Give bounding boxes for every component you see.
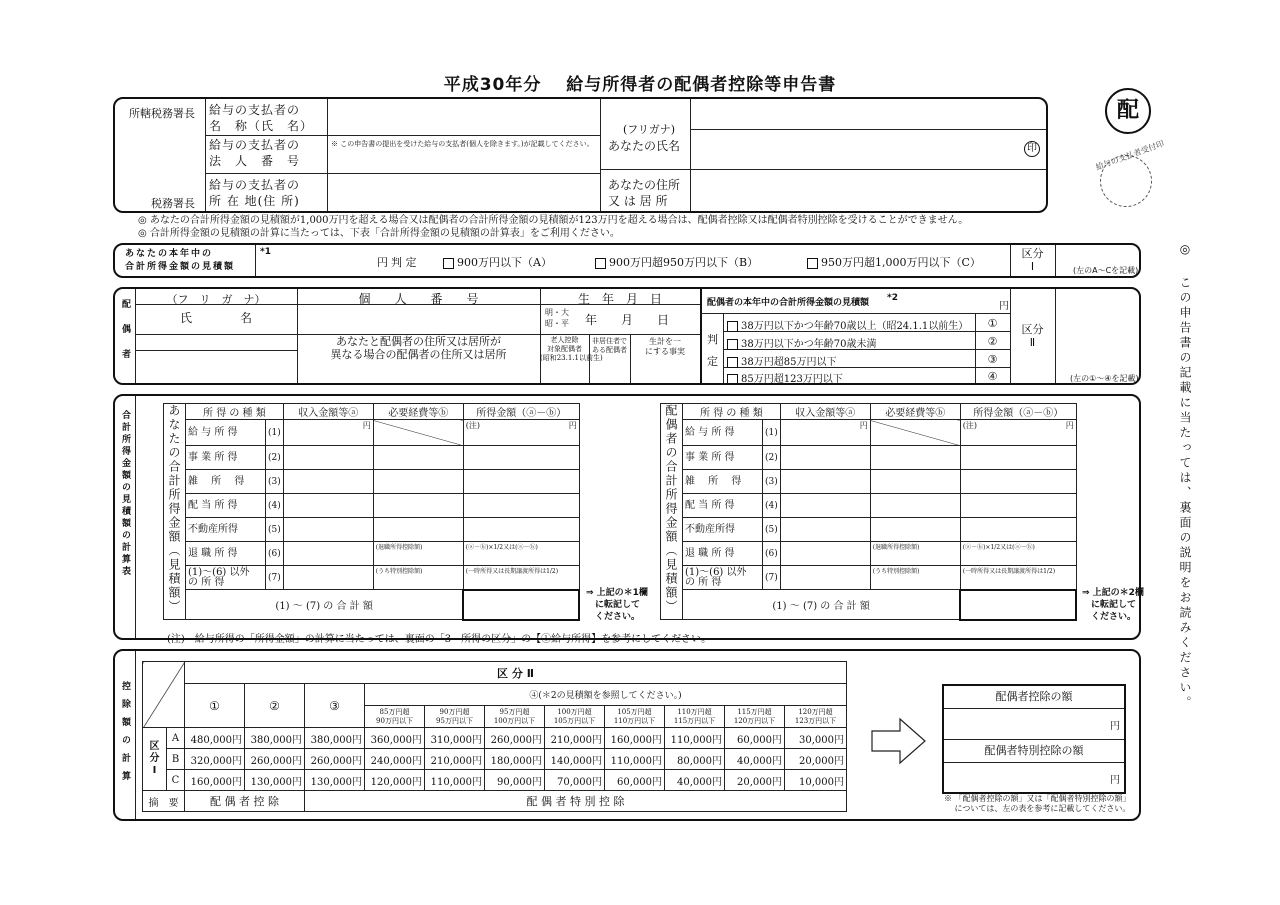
self-income-cell[interactable] [283, 446, 373, 470]
payer-address-field[interactable] [331, 177, 597, 207]
self-row-num: (5) [266, 518, 284, 542]
spouse-expense-cell[interactable] [870, 446, 960, 470]
self-income-cell[interactable] [283, 494, 373, 518]
self-income-cell[interactable] [283, 542, 373, 566]
sub-col-6: 110万円超 115万円以下 [665, 706, 725, 728]
self-expense-cell[interactable] [373, 470, 463, 494]
spouse-retire-note: (退職所得控除額) [872, 544, 920, 551]
deduction-value: 140,000円 [545, 749, 605, 770]
deduction-side-label: 控除額の計算 [120, 681, 130, 789]
spouse-row-1 [661, 420, 1077, 446]
deduction-grid [142, 661, 847, 812]
spouse-expense-cell[interactable] [870, 518, 960, 542]
self-header-3: 所得金額（ⓐ－ⓑ） [463, 404, 579, 420]
self-amount-cell[interactable] [463, 518, 579, 542]
result-box [942, 684, 1126, 794]
spouse-expense-cell[interactable] [870, 470, 960, 494]
opt-mark-3: ③ [987, 353, 998, 366]
spouse-opt-1-label: 38万円以下かつ年齢70歳以上（昭24.1.1以前生） [741, 321, 969, 332]
deduction-value: 380,000円 [245, 728, 305, 749]
spouse-special-label: 配 偶 者 特 別 控 除 [305, 791, 847, 812]
transfer-note-left: ⇒ 上記の＊1欄 に転記して ください。 [586, 588, 648, 622]
opt-mark-2: ② [987, 335, 998, 348]
spouse-row-label: 退 職 所 得 [683, 542, 763, 566]
spouse-row-num: (4) [763, 494, 781, 518]
spouse-income-cell[interactable] [780, 446, 870, 470]
tax-office-label: 所轄税務署長 [129, 107, 195, 120]
income-label: あなたの本年中の 合計所得金額の見積額 [125, 249, 236, 272]
deduction-value: 210,000円 [425, 749, 485, 770]
col4-header: ④(＊2の見積額を参照してください。) [365, 684, 847, 706]
top-notes [138, 214, 968, 240]
self-amount-cell[interactable] [463, 470, 579, 494]
spouse-opt-4[interactable] [727, 370, 843, 385]
self-retire-note: (退職所得控除額) [375, 544, 423, 551]
sub-col-1: 85万円超 90万円以下 [365, 706, 425, 728]
spouse-checkbox-3[interactable] [727, 357, 738, 368]
spouse-yen: 円 [859, 421, 868, 430]
spouse-row-num: (6) [763, 542, 781, 566]
deduction-value: 160,000円 [605, 728, 665, 749]
nonresident-label: 非居住者で ある配偶者 [592, 337, 627, 354]
option-b[interactable] [595, 254, 758, 270]
self-expense-cell[interactable] [373, 518, 463, 542]
self-header-type: 所 得 の 種 類 [186, 404, 284, 420]
deduction-table [142, 661, 847, 812]
self-expense-cell[interactable] [373, 566, 463, 590]
deduction-row-C [143, 770, 847, 791]
deduction-value: 80,000円 [665, 749, 725, 770]
self-total-label: (1) ～ (7) の 合 計 額 [186, 590, 464, 620]
era-label: 明・大 昭・平 [545, 308, 569, 328]
self-expense-cell[interactable] [373, 542, 463, 566]
self-row-label: 事 業 所 得 [186, 446, 266, 470]
spouse-row-num: (5) [763, 518, 781, 542]
col-mark-3: ③ [305, 684, 365, 728]
form-seal-icon: 配 [1105, 88, 1151, 134]
sub-col-7: 115万円超 120万円以下 [725, 706, 785, 728]
your-name-field[interactable] [695, 133, 1015, 163]
deduction-value: 310,000円 [425, 728, 485, 749]
sub-col-3: 95万円超 100万円以下 [485, 706, 545, 728]
sub-col-2: 90万円超 95万円以下 [425, 706, 485, 728]
calc-table-right [660, 403, 1077, 621]
self-header-1: 収入金額等ⓐ [283, 404, 373, 420]
deduction-value: 180,000円 [485, 749, 545, 770]
self-row-2 [164, 446, 580, 470]
self-row-num: (6) [266, 542, 284, 566]
deduction-value: 480,000円 [185, 728, 245, 749]
side-note: ◎ この申告書の記載に当たっては、裏面の説明をお読みください。 [1178, 242, 1192, 711]
self-retire-formula: (ⓐ－ⓑ)×1/2又は(ⓐ－ⓑ) [465, 544, 538, 551]
result1-label: 配偶者控除の額 [944, 686, 1124, 709]
spouse-opt-3-label: 38万円超85万円以下 [741, 357, 837, 368]
self-row-num: (7) [266, 566, 284, 590]
self-row-label: 雑 所 得 [186, 470, 266, 494]
spouse-other-formula: (一時所得又は長期譲渡所得は1/2) [962, 568, 1056, 575]
self-yen-2: 円 [568, 421, 577, 430]
arrow-right-icon [870, 716, 928, 766]
deduction-value: 110,000円 [605, 749, 665, 770]
col-mark-2: ② [245, 684, 305, 728]
self-row-label: 不動産所得 [186, 518, 266, 542]
spouse-amount-cell[interactable] [960, 494, 1076, 518]
deduction-row-B [143, 749, 847, 770]
receipt-stamp-label: 給与の支払者受付印 [1094, 138, 1166, 173]
deduction-value: 30,000円 [785, 728, 847, 749]
deduction-value: 260,000円 [245, 749, 305, 770]
spouse-row-num: (1) [763, 420, 781, 446]
spouse-opt-1[interactable] [727, 317, 968, 332]
spouse-income-mark: *2 [887, 293, 898, 303]
self-row-5 [164, 518, 580, 542]
spouse-opt-4-label: 85万円超123万円以下 [741, 374, 843, 385]
spouse-side-label: 配偶者 [120, 299, 130, 374]
checkbox-a[interactable] [443, 258, 454, 269]
sub-col-4: 100万円超 105万円以下 [545, 706, 605, 728]
self-row-1 [164, 420, 580, 446]
self-row-label: (1)～(6) 以外 の 所 得 [186, 566, 266, 590]
spouse-judge-label: 判 定 [707, 333, 718, 368]
deduction-value: 260,000円 [485, 728, 545, 749]
deduction-value: 60,000円 [605, 770, 665, 791]
result1-field[interactable] [944, 709, 1124, 740]
opt-mark-4: ④ [987, 370, 998, 383]
spouse-income-yen: 円 [999, 301, 1009, 312]
self-other-formula: (一時所得又は長期譲渡所得は1/2) [465, 568, 559, 575]
self-other-note: (うち特別控除額) [375, 568, 423, 575]
spouse-income-field[interactable] [900, 293, 995, 311]
birth-ymd: 年 月 日 [585, 313, 670, 327]
spouse-income-cell[interactable] [780, 470, 870, 494]
spouse-income-cell[interactable] [780, 518, 870, 542]
calc-table-left [163, 403, 580, 621]
spouse-row-6 [661, 542, 1077, 566]
spouse-income-cell[interactable] [780, 566, 870, 590]
spouse-opt-2[interactable] [727, 335, 876, 350]
spouse-name-label: 氏 名 [179, 311, 252, 325]
deduction-value: 320,000円 [185, 749, 245, 770]
deduction-row-A [143, 728, 847, 749]
spouse-header-type: 所 得 の 種 類 [683, 404, 781, 420]
row-key-A: A [167, 728, 185, 749]
income-mark: *1 [260, 247, 271, 257]
income-judge: 判 定 [391, 256, 417, 269]
self-header-2: 必要経費等ⓑ [373, 404, 463, 420]
self-row-label: 給 与 所 得 [186, 420, 266, 446]
self-note-chu: (注) [465, 421, 480, 430]
deduction-value: 160,000円 [185, 770, 245, 791]
spouse-checkbox-1[interactable] [727, 321, 738, 332]
result2-yen: 円 [1110, 775, 1120, 786]
spouse-income-table [660, 403, 1077, 621]
self-row-num: (2) [266, 446, 284, 470]
payer-number-field[interactable] [331, 155, 597, 171]
self-row-4 [164, 494, 580, 518]
spouse-row-label: (1)～(6) 以外 の 所 得 [683, 566, 763, 590]
spouse-amount-cell[interactable] [960, 566, 1076, 590]
summary-label: 摘 要 [143, 791, 185, 812]
self-amount-cell[interactable] [463, 420, 579, 446]
option-a-label: 900万円以下（A） [457, 256, 552, 269]
deduction-value: 110,000円 [665, 728, 725, 749]
deduction-value: 40,000円 [665, 770, 725, 791]
same-living-label: 生計を一 にする事実 [645, 337, 685, 356]
option-a[interactable] [443, 254, 552, 270]
row-key-C: C [167, 770, 185, 791]
kubun2-header: 区 分 Ⅱ [185, 662, 847, 684]
spouse-expense-cell[interactable] [870, 542, 960, 566]
spouse-row-3 [661, 470, 1077, 494]
your-name-label: あなたの氏名 [608, 139, 681, 153]
spouse-checkbox-4[interactable] [727, 374, 738, 385]
spouse-row-4 [661, 494, 1077, 518]
payer-name-field[interactable] [331, 117, 597, 133]
option-b-label: 900万円超950万円以下（B） [609, 256, 759, 269]
deduction-value: 360,000円 [365, 728, 425, 749]
spouse-amount-cell[interactable] [960, 542, 1076, 566]
spouse-row-5 [661, 518, 1077, 542]
kubun2-hint: (左の①～④を記載) [1070, 374, 1139, 383]
self-yen: 円 [362, 421, 371, 430]
spouse-row-2 [661, 446, 1077, 470]
self-row-7 [164, 566, 580, 590]
self-expense-cell[interactable] [373, 446, 463, 470]
spouse-expense-cell[interactable] [870, 566, 960, 590]
spouse-row-label: 雑 所 得 [683, 470, 763, 494]
tax-office-bottom-label: 税務署長 [151, 197, 195, 210]
spouse-other-note: (うち特別控除額) [872, 568, 920, 575]
spouse-row-label: 事 業 所 得 [683, 446, 763, 470]
deduction-value: 210,000円 [545, 728, 605, 749]
kubun1-vertical: 区 分 Ⅰ [143, 728, 167, 791]
deduction-value: 110,000円 [425, 770, 485, 791]
your-address-label: あなたの住所 又 は 居 所 [608, 178, 681, 208]
spouse-row-7 [661, 566, 1077, 590]
result2-field[interactable] [944, 763, 1124, 792]
furigana-label: (フリガナ) [623, 123, 676, 136]
spouse-deduction-label: 配 偶 者 控 除 [185, 791, 305, 812]
spouse-retire-formula: (ⓐ－ⓑ)×1/2又は(ⓐ－ⓑ) [962, 544, 1035, 551]
self-amount-cell[interactable] [463, 566, 579, 590]
spouse-total-cell[interactable] [960, 590, 1076, 620]
self-total-cell[interactable] [463, 590, 579, 620]
income-yen: 円 [377, 256, 388, 269]
spouse-income-cell[interactable] [780, 494, 870, 518]
self-row-num: (3) [266, 470, 284, 494]
self-expense-cell[interactable] [373, 494, 463, 518]
spouse-amount-cell[interactable] [960, 420, 1076, 446]
spouse-furigana-label: （フ リ ガ ナ） [166, 293, 266, 306]
sub-col-5: 105万円超 110万円以下 [605, 706, 665, 728]
spouse-row-num: (3) [763, 470, 781, 494]
self-income-table [163, 403, 580, 621]
deduction-value: 380,000円 [305, 728, 365, 749]
self-row-num: (1) [266, 420, 284, 446]
payer-name-label: 給与の支払者の 名 称（氏 名） [209, 103, 314, 133]
self-row-label: 退 職 所 得 [186, 542, 266, 566]
spouse-row-num: (2) [763, 446, 781, 470]
spouse-amount-cell[interactable] [960, 470, 1076, 494]
deduction-value: 90,000円 [485, 770, 545, 791]
deduction-value: 20,000円 [785, 749, 847, 770]
deduction-value: 40,000円 [725, 749, 785, 770]
opt-mark-1: ① [987, 317, 998, 330]
spouse-amount-cell[interactable] [960, 446, 1076, 470]
result1-yen: 円 [1110, 721, 1120, 732]
spouse-opt-3[interactable] [727, 353, 836, 368]
checkbox-c[interactable] [807, 258, 818, 269]
furigana-field[interactable] [695, 103, 1035, 125]
spouse-header-3: 所得金額（ⓐ－ⓑ） [960, 404, 1076, 420]
kubun2-label: 区分 Ⅱ [1021, 323, 1044, 349]
deduction-value: 260,000円 [305, 749, 365, 770]
deduction-value: 70,000円 [545, 770, 605, 791]
spouse-row-label: 給 与 所 得 [683, 420, 763, 446]
mynumber-label: 個 人 番 号 [358, 292, 479, 306]
your-address-field[interactable] [695, 175, 1035, 207]
result-note: ※ 「配偶者控除の額」又は「配偶者特別控除の額」 については、左の表を参考に記載してください。 [944, 794, 1131, 813]
self-vertical-label: あなたの合計所得金額（見積額） [164, 404, 186, 620]
address-note: あなたと配偶者の住所又は居所が 異なる場合の配偶者の住所又は居所 [330, 335, 507, 361]
self-row-num: (4) [266, 494, 284, 518]
row-key-B: B [167, 749, 185, 770]
deduction-value: 60,000円 [725, 728, 785, 749]
self-income-cell[interactable] [283, 470, 373, 494]
spouse-yen-2: 円 [1065, 421, 1074, 430]
income-amount-field[interactable] [275, 249, 375, 271]
checkbox-b[interactable] [595, 258, 606, 269]
transfer-note-right: ⇒ 上記の＊2欄 に転記して ください。 [1082, 588, 1144, 622]
header-section [113, 97, 1048, 213]
spouse-row-label: 配 当 所 得 [683, 494, 763, 518]
spouse-row-num: (7) [763, 566, 781, 590]
deduction-value: 10,000円 [785, 770, 847, 791]
spouse-income-cell[interactable] [780, 420, 870, 446]
elderly-label: 老人控除 対象配偶者 (昭和23.1.1以前生) [540, 336, 603, 362]
option-c[interactable] [807, 254, 981, 270]
self-income-cell[interactable] [283, 420, 373, 446]
deduction-value: 130,000円 [305, 770, 365, 791]
spouse-checkbox-2[interactable] [727, 339, 738, 350]
corner-cell [143, 662, 185, 728]
result2-label: 配偶者特別控除の額 [944, 740, 1124, 763]
form-title: 平成30年分 給与所得者の配偶者控除等申告書 [443, 75, 837, 95]
col-mark-1: ① [185, 684, 245, 728]
birth-label: 生 年 月 日 [577, 292, 662, 306]
deduction-value: 240,000円 [365, 749, 425, 770]
self-row-3 [164, 470, 580, 494]
kubun1-label: 区分 Ⅰ [1021, 247, 1044, 273]
deduction-value: 20,000円 [725, 770, 785, 791]
spouse-note-chu: (注) [962, 421, 977, 430]
spouse-vertical-label: 配偶者の合計所得金額（見積額） [661, 404, 683, 620]
spouse-row-label: 不動産所得 [683, 518, 763, 542]
spouse-income-cell[interactable] [780, 542, 870, 566]
income-row [113, 243, 1141, 278]
spouse-expense-cell[interactable] [870, 420, 960, 446]
seal-mark-icon: 印 [1024, 141, 1040, 157]
payer-address-label: 給与の支払者の 所 在 地(住 所) [209, 178, 301, 208]
self-row-label: 配 当 所 得 [186, 494, 266, 518]
spouse-total-label: (1) ～ (7) の 合 計 額 [683, 590, 961, 620]
payer-number-label: 給与の支払者の 法 人 番 号 [209, 138, 301, 168]
sub-col-8: 120万円超 123万円以下 [785, 706, 847, 728]
kubun1-hint: (左のA～Cを記載) [1073, 266, 1139, 275]
deduction-value: 120,000円 [365, 770, 425, 791]
spouse-header-1: 収入金額等ⓐ [780, 404, 870, 420]
spouse-header-2: 必要経費等ⓑ [870, 404, 960, 420]
self-expense-cell[interactable] [373, 420, 463, 446]
self-amount-cell[interactable] [463, 446, 579, 470]
note-1: ◎ あなたの合計所得金額の見積額が1,000万円を超える場合又は配偶者の合計所得金額の見積額が123万円を超える場合は、配偶者控除又は配偶者特別控除を受けることができません。 [138, 215, 969, 226]
payer-number-note: ※ この申告書の提出を受けた給与の支払者(個人を除きます。)が記載してください。 [331, 140, 594, 148]
spouse-income-title: 配偶者の本年中の合計所得金額の見積額 [707, 298, 870, 308]
note-2: ◎ 合計所得金額の見積額の計算に当たっては、下表「合計所得金額の見積額の計算表」をご利用ください。 [138, 228, 620, 239]
option-c-label: 950万円超1,000万円以下（C） [821, 256, 981, 269]
spouse-section [113, 287, 1141, 385]
self-amount-cell[interactable] [463, 542, 579, 566]
self-income-cell[interactable] [283, 518, 373, 542]
spouse-amount-cell[interactable] [960, 518, 1076, 542]
spouse-opt-2-label: 38万円以下かつ年齢70歳未満 [741, 339, 877, 350]
calc-footnote: (注) 給与所得の「所得金額」の計算に当たっては、裏面の「3 所得の区分」の【①給与所得】を参考にしてください。 [167, 634, 712, 645]
deduction-value: 130,000円 [245, 770, 305, 791]
self-amount-cell[interactable] [463, 494, 579, 518]
mynumber-field[interactable] [305, 311, 533, 331]
self-row-6 [164, 542, 580, 566]
spouse-expense-cell[interactable] [870, 494, 960, 518]
self-income-cell[interactable] [283, 566, 373, 590]
calc-side-label: 合計所得金額の見積額の計算表 [120, 410, 130, 578]
